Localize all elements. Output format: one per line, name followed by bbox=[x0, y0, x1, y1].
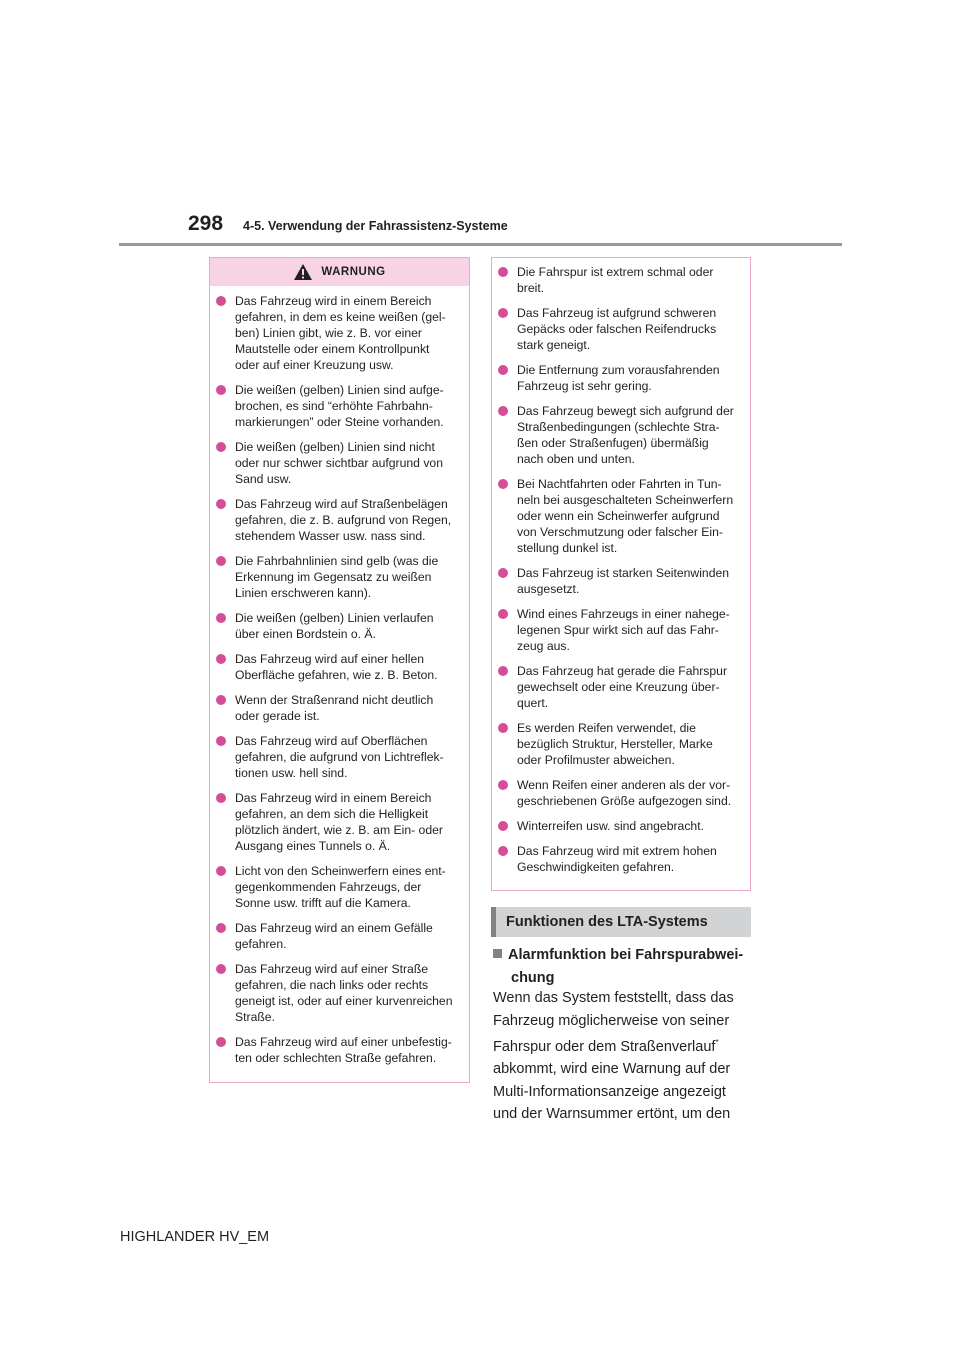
list-item-text: Wenn der Straßenrand nicht deutlich oder gerade ist. bbox=[235, 693, 434, 723]
list-item-text: Das Fahrzeug wird mit extrem hohen Geschwindigkeiten gefahren. bbox=[517, 844, 717, 874]
bullet-icon bbox=[216, 1037, 226, 1047]
bullet-icon bbox=[216, 385, 226, 395]
list-item bbox=[216, 553, 461, 601]
list-item-text: Die Fahrbahnlinien sind gelb (was die Erkennung im Gegensatz zu weißen Linien erschweren kann). bbox=[235, 554, 439, 600]
list-item-text: Die weißen (gelben) Linien sind aufge- brochen, es sind “erhöhte Fahrbahn- markierungen” oder Steine vorhanden. bbox=[235, 383, 444, 429]
bullet-icon bbox=[216, 613, 226, 623]
bullet-icon bbox=[216, 499, 226, 509]
list-item-text: Das Fahrzeug wird auf Straßenbelägen gefahren, die z. B. aufgrund von Regen, stehendem Wasser usw. nass sind. bbox=[235, 497, 452, 543]
bullet-icon bbox=[216, 296, 226, 306]
bullet-icon bbox=[498, 365, 508, 375]
list-item-text: Das Fahrzeug wird auf einer hellen Oberfläche gefahren, wie z. B. Beton. bbox=[235, 652, 438, 682]
section-header: 4-5. Verwendung der Fahrassistenz-Systeme bbox=[243, 219, 508, 233]
list-item-text: Das Fahrzeug ist aufgrund schweren Gepäcks oder falschen Reifendrucks stark geneigt. bbox=[517, 306, 717, 352]
list-item-text: Licht von den Scheinwerfern eines ent- gegenkommenden Fahrzeugs, der Sonne usw. trifft auf die Kamera. bbox=[235, 864, 446, 910]
body-paragraph bbox=[493, 987, 755, 1126]
list-item bbox=[216, 496, 461, 544]
list-item-text: Das Fahrzeug bewegt sich aufgrund der Straßenbedingungen (schlechte Stra- ßen oder Straßenfugen) übermäßig nach oben und unten. bbox=[517, 404, 734, 466]
square-bullet-icon bbox=[493, 949, 502, 958]
list-item bbox=[498, 403, 742, 467]
warning-box-right bbox=[491, 257, 751, 891]
warning-title: WARNUNG bbox=[321, 266, 386, 278]
bullet-icon bbox=[498, 780, 508, 790]
subheading bbox=[493, 944, 755, 990]
list-item-text: Das Fahrzeug wird auf einer unbefestig- ten oder schlechten Straße gefahren. bbox=[235, 1035, 452, 1065]
list-item bbox=[216, 920, 461, 952]
list-item-text: Die weißen (gelben) Linien verlaufen über einen Bordstein o. Ä. bbox=[235, 611, 434, 641]
bullet-icon bbox=[498, 267, 508, 277]
list-item-text: Die Fahrspur ist extrem schmal oder breit. bbox=[517, 265, 714, 295]
bullet-icon bbox=[498, 479, 508, 489]
bullet-icon bbox=[498, 666, 508, 676]
list-item bbox=[216, 733, 461, 781]
list-item bbox=[498, 606, 742, 654]
list-item-text: Das Fahrzeug wird auf einer Straße gefahren, die nach links oder rechts geneigt ist, oder auf einer kurvenreichen Straße. bbox=[235, 962, 453, 1024]
subheading-line-2: chung bbox=[511, 970, 555, 986]
bullet-icon bbox=[498, 406, 508, 416]
bullet-icon bbox=[216, 442, 226, 452]
list-item bbox=[216, 651, 461, 683]
section-heading: Funktionen des LTA-Systems bbox=[491, 907, 751, 937]
footer-model: HIGHLANDER HV_EM bbox=[120, 1229, 270, 1245]
bullet-icon bbox=[216, 695, 226, 705]
bullet-icon bbox=[216, 923, 226, 933]
list-item-text: Das Fahrzeug ist starken Seitenwinden ausgesetzt. bbox=[517, 566, 730, 596]
list-item bbox=[216, 610, 461, 642]
list-item-text: Die weißen (gelben) Linien sind nicht oder nur schwer sichtbar aufgrund von Sand usw. bbox=[235, 440, 443, 486]
list-item-text: Das Fahrzeug hat gerade die Fahrspur gewechselt oder eine Kreuzung über- quert. bbox=[517, 664, 728, 710]
bullet-icon bbox=[498, 609, 508, 619]
list-item-text: Das Fahrzeug wird auf Oberflächen gefahren, die aufgrund von Lichtreflek- tionen usw. hell sind. bbox=[235, 734, 444, 780]
list-item bbox=[498, 818, 742, 834]
list-item-text: Es werden Reifen verwendet, die bezüglich Struktur, Hersteller, Marke oder Profilmuster abweichen. bbox=[517, 721, 713, 767]
list-item bbox=[498, 264, 742, 296]
list-item bbox=[498, 663, 742, 711]
bullet-icon bbox=[498, 723, 508, 733]
body-text-part-2: abkommt, wird eine Warnung auf der Multi-Informationsanzeige angezeigt und der Warnsummer ertönt, um den bbox=[493, 1061, 731, 1123]
list-item bbox=[216, 790, 461, 854]
header-divider bbox=[119, 243, 842, 246]
bullet-icon bbox=[498, 568, 508, 578]
list-item bbox=[498, 305, 742, 353]
list-item bbox=[498, 476, 742, 556]
list-item-text: Die Entfernung zum vorausfahrenden Fahrzeug ist sehr gering. bbox=[517, 363, 720, 393]
list-item bbox=[498, 843, 742, 875]
list-item-text: Wenn Reifen einer anderen als der vor- geschriebenen Größe aufgezogen sind. bbox=[517, 778, 732, 808]
bullet-icon bbox=[216, 964, 226, 974]
list-item-text: Das Fahrzeug wird in einem Bereich gefahren, in dem es keine weißen (gel- ben) Linien gibt, wie z. B. vor einer Mautstelle oder einem Kontrollpunkt oder auf einer Kreuzung usw. bbox=[235, 294, 446, 372]
list-item bbox=[498, 720, 742, 768]
warning-box-left bbox=[209, 257, 470, 1083]
bullet-icon bbox=[498, 821, 508, 831]
bullet-icon bbox=[498, 308, 508, 318]
page-number: 298 bbox=[188, 212, 224, 235]
list-item bbox=[216, 1034, 461, 1066]
footnote-marker: * bbox=[715, 1038, 719, 1047]
warning-triangle-icon bbox=[293, 263, 313, 281]
warning-title-bar bbox=[210, 258, 469, 286]
list-item bbox=[216, 961, 461, 1025]
list-item-text: Bei Nachtfahrten oder Fahrten in Tun- neln bei ausgeschalteten Scheinwerfern oder wenn ein Scheinwerfer aufgrund von Verschmutzung oder falscher Ein- stellung dunkel ist. bbox=[517, 477, 734, 555]
bullet-icon bbox=[216, 793, 226, 803]
list-item bbox=[216, 692, 461, 724]
list-item-text: Das Fahrzeug wird an einem Gefälle gefahren. bbox=[235, 921, 433, 951]
list-item bbox=[498, 777, 742, 809]
bullet-icon bbox=[216, 654, 226, 664]
bullet-icon bbox=[216, 866, 226, 876]
list-item bbox=[216, 382, 461, 430]
list-item-text: Winterreifen usw. sind angebracht. bbox=[517, 819, 704, 833]
bullet-icon bbox=[216, 736, 226, 746]
list-item-text: Das Fahrzeug wird in einem Bereich gefahren, an dem sich die Helligkeit plötzlich ändert, wie z. B. am Ein- oder Ausgang eines Tunnels o. Ä. bbox=[235, 791, 443, 853]
bullet-icon bbox=[498, 846, 508, 856]
list-item bbox=[216, 863, 461, 911]
list-item bbox=[498, 362, 742, 394]
list-item bbox=[216, 439, 461, 487]
list-item-text: Wind eines Fahrzeugs in einer nahege- legenen Spur wirkt sich auf das Fahr- zeug aus. bbox=[517, 607, 730, 653]
list-item bbox=[498, 565, 742, 597]
bullet-icon bbox=[216, 556, 226, 566]
list-item bbox=[216, 293, 461, 373]
body-text-part-1: Wenn das System feststellt, dass das Fahrzeug möglicherweise von seiner Fahrspur oder dem Straßenverlauf bbox=[493, 990, 734, 1055]
warning-list-left bbox=[210, 286, 469, 1066]
subheading-line-1: Alarmfunktion bei Fahrspurabwei- bbox=[508, 947, 744, 963]
warning-list-right bbox=[492, 258, 750, 875]
